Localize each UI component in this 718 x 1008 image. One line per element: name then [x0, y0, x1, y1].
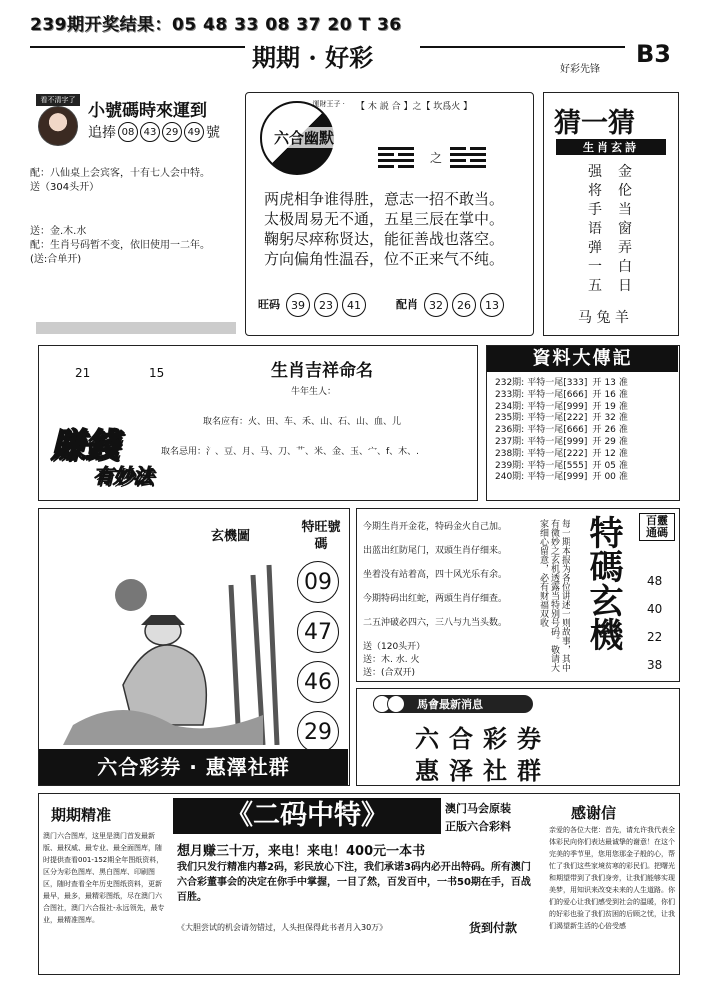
- gua-title: 【 木 説 合 】之【 坎爲火 】: [356, 102, 473, 112]
- legend-cell-mark: 准: [618, 401, 628, 412]
- news-panel: [356, 688, 680, 786]
- legend-cell-tip: 平特一尾[555]: [527, 460, 588, 471]
- chase-number: 43: [140, 122, 160, 142]
- legend-cell-open: 开: [592, 401, 602, 412]
- legend-cell-num: 29: [604, 436, 616, 447]
- xuanji-box-label: 百靈通碼: [639, 513, 675, 541]
- wang-number: 23: [314, 293, 338, 317]
- legend-cell-open: 开: [592, 413, 602, 424]
- guess-char: 金: [618, 164, 632, 180]
- zodiac-sub: 牛年生人：: [291, 387, 337, 397]
- poem-line: 方向偏角性温吞，位不正来气不纯。: [264, 250, 505, 268]
- zodiac-line-a: 取名应有：火、田、车、禾、山、石、山、血、儿: [203, 417, 402, 427]
- guess-char: 日: [618, 278, 632, 294]
- chase-prefix: 追捧: [88, 125, 116, 141]
- side-numbers: [647, 567, 662, 679]
- legend-cell-tip: 平特一尾[333]: [527, 378, 588, 388]
- guess-char: 弄: [618, 240, 632, 256]
- chase-row: [88, 122, 220, 142]
- legend-cell-mark: 准: [618, 425, 628, 436]
- guess-char: 伦: [618, 183, 632, 199]
- legend-cell-issue: 237期:: [495, 436, 525, 447]
- zodiac-logo2: 有妙法: [93, 464, 153, 488]
- legend-panel: [486, 345, 680, 501]
- topleft-line1: 配：八仙桌上会宾客，十有七人会中特。: [30, 168, 210, 179]
- guess-char: 语: [588, 221, 602, 237]
- news-line2: 惠泽社群: [415, 757, 551, 785]
- guess-answer: 马 兔 羊: [578, 310, 629, 326]
- special-number: 29: [297, 711, 339, 753]
- pei-number: 26: [452, 293, 476, 317]
- legend-cell-mark: 准: [618, 413, 628, 424]
- legend-cell-open: 开: [592, 460, 602, 471]
- legend-cell-mark: 准: [618, 389, 628, 400]
- legend-cell-open: 开: [592, 472, 602, 483]
- legend-cell-issue: 233期:: [495, 389, 525, 400]
- legend-cell-num: 00: [604, 472, 616, 483]
- wang-number: 39: [286, 293, 310, 317]
- guess-col-right: [618, 163, 632, 296]
- illustration-image: [63, 555, 281, 745]
- legend-cell-issue: 234期:: [495, 401, 525, 412]
- vertical-note: 每一期本报为各位讲述一则故事，其中有微妙之玄机透露当特别号码。敬请大家细心留意，必有财福双收: [538, 519, 570, 672]
- xuanji-line: 今期特码出红蛇，两頭生肖仔细查。: [363, 594, 508, 604]
- legend-cell-tip: 平特一尾[999]: [527, 472, 588, 483]
- ball-icon: [387, 695, 405, 713]
- legend-cell-issue: 235期:: [495, 413, 525, 424]
- avatar: [38, 106, 78, 146]
- legend-cell-open: 开: [592, 389, 602, 400]
- legend-row: [495, 390, 675, 402]
- topleft-line3: 送：金.木.水: [30, 226, 87, 237]
- legend-cell-num: 32: [604, 413, 616, 424]
- guess-char: 窗: [618, 221, 632, 237]
- guess-char: 强: [588, 164, 602, 180]
- side-number: 22: [647, 630, 663, 644]
- grey-divider: [36, 322, 236, 334]
- headline: 小號碼時來運到: [88, 101, 207, 121]
- zodiac-n2: 15: [149, 366, 165, 380]
- chase-number: 29: [162, 122, 182, 142]
- legend-cell-tip: 平特一尾[222]: [527, 413, 588, 424]
- xuanji-line: 坐着没有站着高，四十风光乐有余。: [363, 570, 508, 580]
- legend-row: [495, 449, 675, 461]
- zodiac-line-b: 取名忌用：氵、豆、月、马、刀、艹、米、金、玉、宀、f、木、.: [161, 447, 420, 457]
- legend-row: [495, 437, 675, 449]
- news-title: 馬會最新消息: [417, 698, 483, 711]
- guess-subtitle: 生肖玄詩: [556, 139, 666, 155]
- chase-suffix: 號: [206, 125, 220, 141]
- legend-cell-mark: 准: [618, 448, 628, 459]
- xuanji-sends: [363, 641, 425, 680]
- cod-label: 货到付款: [469, 921, 518, 935]
- legend-cell-num: 19: [604, 401, 616, 412]
- poem: [264, 189, 504, 269]
- right-tag2: 正版六合彩料: [445, 820, 511, 833]
- special-number: 47: [297, 611, 339, 653]
- xuanji-image-panel: [38, 508, 350, 786]
- header-rule-left: [30, 46, 245, 48]
- masthead: 期期 · 好彩: [252, 43, 374, 72]
- xuanji-line: 出蓝出红防尾门，双頭生肖仔细来。: [363, 546, 508, 556]
- pei-number: 13: [480, 293, 504, 317]
- side-number: 40: [647, 602, 663, 616]
- pei-number: 32: [424, 293, 448, 317]
- chase-number: 08: [118, 122, 138, 142]
- poem-line: 鞠躬尽瘁称贤达，能征善战也落空。: [264, 230, 505, 248]
- slogan-line: 想月赚三十万，来电！来电！400元一本书: [177, 844, 426, 859]
- legend-row: [495, 461, 675, 473]
- logo-text: 六合幽默: [274, 129, 335, 147]
- guess-char: 一: [588, 259, 602, 275]
- legend-cell-issue: 236期:: [495, 425, 525, 436]
- legend-cell-issue: 232期:: [495, 378, 525, 388]
- legend-cell-num: 13: [604, 378, 616, 388]
- legend-cell-mark: 准: [618, 460, 628, 471]
- legend-cell-mark: 准: [618, 436, 628, 447]
- legend-cell-num: 16: [604, 389, 616, 400]
- topleft-line5: (送:合单开): [30, 254, 82, 265]
- legend-cell-issue: 239期:: [495, 460, 525, 471]
- right-tag1: 澳门马会原装: [445, 802, 511, 815]
- xuanji-banner: 六合彩券 · 惠澤社群: [39, 749, 348, 785]
- legend-cell-tip: 平特一尾[666]: [527, 425, 588, 436]
- guess-panel: [543, 92, 679, 336]
- legend-cell-open: 开: [592, 378, 602, 388]
- guess-col-left: [588, 163, 602, 296]
- legend-row: [495, 472, 675, 484]
- footer-text: 《大胆尝试的机会请勿错过，人头担保得此书者月入30万》: [177, 923, 388, 932]
- special-label: 特旺號碼: [301, 520, 341, 552]
- guess-title: 猜一猜: [554, 108, 635, 139]
- guess-char: 弹: [588, 240, 602, 256]
- xuanji-tag: 玄機圖: [211, 529, 251, 544]
- zodiac-panel: [38, 345, 478, 501]
- poem-line: 太极周易无不通，五星三辰在掌中。: [264, 210, 505, 228]
- thanks-text: 亲爱的各位大佬：首先，请允许我代表全体彩民向你们表达最诚挚的谢意！在这个完美的季节里，您用您那金子般的心，帮忙了我们这些家境贫寒的彩民们。把曙光和期望带到了我们身旁，让我们能够实现美梦，用知识来改变未来的人生道路。你们的爱心让我们感受到社会的温暖，你们的好彩也验了我们贫困的后顾之忧，让我们渴望新生活的心倍受感: [549, 826, 675, 930]
- left-title: 期期精准: [51, 806, 112, 824]
- logo-tag: · 運財王子 ·: [308, 100, 345, 108]
- legend-title: 資料大傳記: [487, 346, 678, 372]
- topleft-panel: [30, 86, 235, 336]
- guess-char: 手: [588, 202, 602, 218]
- guess-char: 当: [618, 202, 632, 218]
- humor-panel: [245, 92, 534, 336]
- xuanji-send: 送：(合双开): [363, 668, 416, 678]
- legend-cell-issue: 240期:: [495, 472, 525, 483]
- gua-mid: 之: [430, 151, 443, 165]
- legend-rows: [495, 378, 675, 484]
- side-number: 48: [647, 574, 663, 588]
- chase-number: 49: [184, 122, 204, 142]
- zodiac-n1: 21: [75, 366, 91, 380]
- legend-cell-mark: 准: [618, 472, 628, 483]
- special-number: 46: [297, 661, 339, 703]
- big-title: 《二码中特》: [173, 798, 441, 834]
- topleft-line2: 送（304头开）: [30, 182, 100, 193]
- xuanji-big-title: 特碼玄機: [583, 515, 623, 651]
- legend-row: [495, 378, 675, 390]
- xuanji-line: 二五沖破必四六，三八与九当头数。: [363, 618, 508, 628]
- legend-cell-open: 开: [592, 436, 602, 447]
- trigram-icon: [378, 145, 528, 169]
- legend-cell-tip: 平特一尾[222]: [527, 448, 588, 459]
- left-text: 澳门六合图库，这里是澳门首发最新版、最权威、最专业、最全面图库，随时提供查看001-152期全年图纸资料，区分为彩色图库、黑白图库、印刷图区，随时查看全年历史图纸资料，更新最早，最多，最精彩图纸，尽在澳门六合图社，澳门六合报社-永远领先，最专业，最精准图库。: [43, 832, 165, 924]
- wang-row: [258, 293, 366, 317]
- legend-cell-num: 12: [604, 448, 616, 459]
- guess-char: 白: [618, 259, 632, 275]
- pei-label: 配肖: [396, 298, 418, 311]
- wang-label: 旺码: [258, 298, 280, 311]
- thanks-title: 感谢信: [571, 804, 617, 822]
- special-number: 09: [297, 561, 339, 603]
- legend-cell-open: 开: [592, 448, 602, 459]
- legend-cell-issue: 238期:: [495, 448, 525, 459]
- wang-number: 41: [342, 293, 366, 317]
- topleft-line4: 配：生肖号码暂不变，依旧使用一二年。: [30, 240, 210, 251]
- page-code: B3: [636, 40, 671, 68]
- legend-cell-mark: 准: [618, 378, 628, 388]
- guess-char: 将: [588, 183, 602, 199]
- xuanji-send: 送：木. 水. 火: [363, 655, 420, 665]
- xuanji-lines: [363, 515, 507, 635]
- side-number: 38: [647, 658, 663, 672]
- special-numbers: [297, 561, 339, 753]
- sun-icon: [115, 579, 147, 611]
- zodiac-logo1: 賺錢: [51, 426, 119, 466]
- poem-line: 两虎相争谁得胜，意志一招不敢当。: [264, 190, 505, 208]
- xuanji-text-panel: [356, 508, 680, 682]
- legend-row: [495, 425, 675, 437]
- gua-symbols: [378, 145, 528, 169]
- legend-cell-num: 26: [604, 425, 616, 436]
- xuanji-line: 今期生肖开金花，特码金火自己加。: [363, 522, 508, 532]
- legend-cell-tip: 平特一尾[999]: [527, 401, 588, 412]
- legend-cell-tip: 平特一尾[666]: [527, 389, 588, 400]
- legend-cell-tip: 平特一尾[999]: [527, 436, 588, 447]
- bottom-panel: [38, 793, 680, 975]
- legend-row: [495, 413, 675, 425]
- news-line1: 六合彩券: [415, 725, 551, 753]
- zodiac-title: 生肖吉祥命名: [271, 361, 373, 381]
- legend-cell-num: 05: [604, 460, 616, 471]
- header-rule-right: [420, 46, 625, 48]
- badge: 看不清字了: [36, 94, 80, 106]
- result-title: 239期开奖结果：05 48 33 08 37 20 T 36: [30, 15, 402, 35]
- pei-row: [396, 293, 504, 317]
- body-text: 我们只发行精准内幕2码，彩民放心下注，我们承诺3码内必开出特码。所有澳门六合彩董事会的决定在你手中掌握，一目了然，百发百中，一书50期在手，百战百胜。: [177, 862, 531, 903]
- legend-cell-open: 开: [592, 425, 602, 436]
- guess-char: 五: [588, 278, 602, 294]
- legend-row: [495, 402, 675, 414]
- slogan: 好彩先锋: [560, 64, 600, 75]
- xuanji-send: 送（120头开）: [363, 642, 426, 652]
